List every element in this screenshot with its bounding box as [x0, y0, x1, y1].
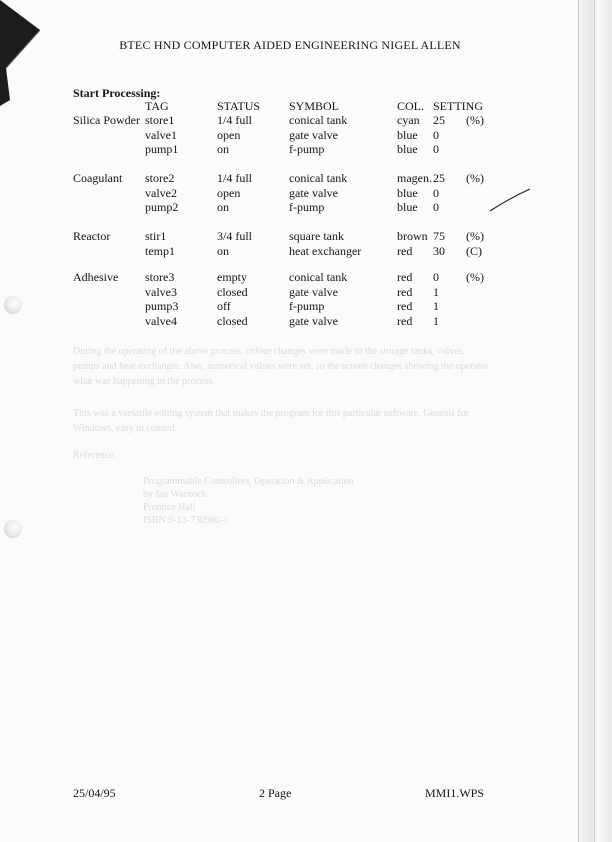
punch-hole: [4, 520, 22, 538]
cell-colour: brown: [397, 229, 428, 243]
show-through-paragraph: During the operating of the above process, colour changes were made to the storage tanks, valves, pumps and heat exchanger. Also, numerical values were set, so the screen changes showing the operator what was happening in the process.: [73, 346, 489, 387]
cell-tag: store1: [145, 113, 175, 127]
group-name: Silica Powder: [73, 113, 140, 127]
page-edge-shadow: [578, 0, 612, 842]
cell-status: 3/4 full: [217, 229, 252, 243]
cell-tag: store3: [145, 270, 175, 284]
cell-symbol: heat exchanger: [289, 243, 362, 258]
section-heading: Start Processing:: [73, 86, 161, 100]
cell-colour: red: [397, 299, 413, 313]
show-through-reference-line: by Ian Warnock: [143, 489, 207, 500]
punch-hole: [4, 296, 22, 314]
cell-setting: 0: [433, 142, 439, 156]
group-name: Coagulant: [73, 171, 123, 185]
cell-status: open: [217, 185, 241, 200]
cell-setting: 0: [433, 270, 439, 284]
cell-symbol: gate valve: [289, 127, 338, 142]
footer-filename: MMI1.WPS: [425, 786, 485, 800]
cell-setting: 30: [433, 243, 445, 258]
cell-colour: red: [397, 284, 413, 299]
cell-setting: 25: [433, 113, 445, 127]
page-edge-line: [578, 0, 579, 842]
cell-status: 1/4 full: [217, 171, 252, 185]
cell-colour: red: [397, 313, 413, 328]
page-edge-line: [594, 0, 595, 842]
cell-tag: valve3: [145, 284, 177, 299]
cell-colour: blue: [397, 185, 418, 200]
cell-tag: valve2: [145, 185, 177, 200]
show-through-paragraph: This was a versatile editing system that makes the program for this particular software, Genesis for Windows, easy to control.: [73, 408, 469, 434]
show-through-reference-line: Prentice Hall: [143, 502, 196, 513]
cell-tag: store2: [145, 171, 175, 185]
cell-setting: 0: [433, 127, 439, 142]
cell-symbol: f-pump: [289, 299, 325, 313]
cell-tag: pump3: [145, 299, 179, 313]
cell-symbol: square tank: [289, 229, 344, 243]
cell-symbol: f-pump: [289, 142, 325, 156]
column-header: SETTING: [433, 99, 483, 113]
footer-date: 25/04/95: [73, 786, 116, 800]
cell-status: empty: [217, 270, 247, 284]
cell-status: on: [217, 200, 229, 214]
show-through-reference-label: Reference:: [73, 450, 117, 461]
show-through-reference-line: Programmable Controllers, Operation & Application: [143, 476, 354, 487]
cell-unit: (%): [466, 113, 484, 127]
cell-symbol: f-pump: [289, 200, 325, 214]
cell-setting: 1: [433, 284, 439, 299]
group-name: Adhesive: [73, 270, 119, 284]
cell-colour: red: [397, 243, 413, 258]
cell-tag: valve1: [145, 127, 177, 142]
cell-symbol: conical tank: [289, 270, 348, 284]
cell-setting: 0: [433, 200, 439, 214]
cell-status: open: [217, 127, 241, 142]
cell-symbol: gate valve: [289, 313, 338, 328]
cell-status: on: [217, 243, 229, 258]
cell-unit: (C): [466, 243, 482, 258]
cell-setting: 1: [433, 313, 439, 328]
column-header: COL.: [397, 99, 424, 113]
cell-tag: pump2: [145, 200, 179, 214]
column-header: STATUS: [217, 99, 261, 113]
cell-unit: (%): [466, 270, 484, 284]
cell-tag: temp1: [145, 243, 175, 258]
cell-unit: (%): [466, 171, 484, 185]
cell-status: off: [217, 299, 231, 313]
cell-unit: (%): [466, 229, 484, 243]
cell-setting: 75: [433, 229, 445, 243]
cell-tag: valve4: [145, 313, 177, 328]
cell-symbol: conical tank: [289, 171, 348, 185]
cell-status: on: [217, 142, 229, 156]
pen-mark: [488, 185, 532, 215]
show-through-reference-line: ISBN 0-13-730960-1: [143, 515, 229, 526]
column-header: SYMBOL: [289, 99, 340, 113]
cell-colour: blue: [397, 200, 418, 214]
cell-status: closed: [217, 313, 248, 328]
cell-colour: blue: [397, 127, 418, 142]
cell-colour: red: [397, 270, 413, 284]
cell-status: 1/4 full: [217, 113, 252, 127]
document-header: BTEC HND COMPUTER AIDED ENGINEERING NIGEL ALLEN: [119, 38, 461, 52]
cell-symbol: gate valve: [289, 185, 338, 200]
cell-setting: 1: [433, 299, 439, 313]
column-header: TAG: [145, 99, 169, 113]
cell-status: closed: [217, 284, 248, 299]
cell-symbol: conical tank: [289, 113, 348, 127]
cell-tag: stir1: [145, 229, 167, 243]
group-name: Reactor: [73, 229, 111, 243]
corner-fold-mark: [0, 0, 60, 110]
footer-page: 2 Page: [259, 786, 292, 800]
cell-colour: magen.: [397, 171, 432, 185]
cell-setting: 0: [433, 185, 439, 200]
cell-tag: pump1: [145, 142, 179, 156]
cell-symbol: gate valve: [289, 284, 338, 299]
cell-colour: cyan: [397, 113, 420, 127]
cell-colour: blue: [397, 142, 418, 156]
cell-setting: 25: [433, 171, 445, 185]
